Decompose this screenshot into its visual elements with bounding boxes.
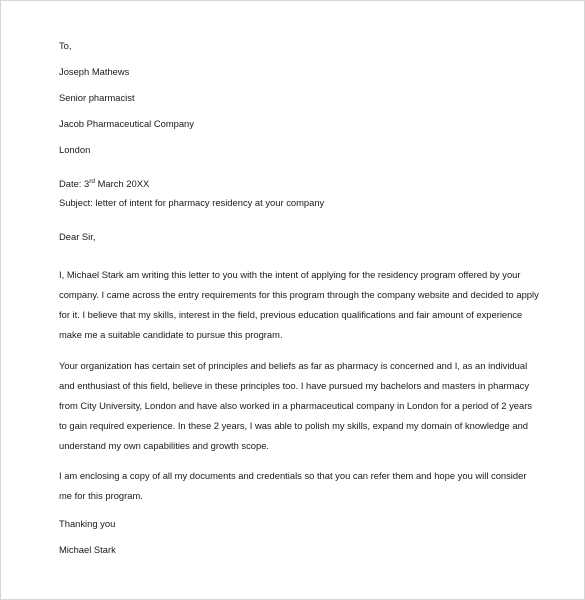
recipient-city: London <box>59 144 91 155</box>
paragraph-1-line: company. I came across the entry requirements for this program through the company website and decided to apply <box>59 289 539 300</box>
paragraph-2-line: from City University, London and have also worked in a pharmaceutical company in London for a period of 2 years <box>59 400 532 411</box>
salutation: Dear Sir, <box>59 231 96 242</box>
paragraph-2-line: understand my own capabilities and growth scope. <box>59 440 270 451</box>
date-rest: March 20XX <box>95 178 150 189</box>
paragraph-1 <box>59 265 539 345</box>
paragraph-3-line: me for this program. <box>59 490 143 501</box>
recipient-company: Jacob Pharmaceutical Company <box>59 118 194 129</box>
date-ordinal-suffix: rd <box>89 177 96 185</box>
paragraph-2 <box>59 356 532 456</box>
date-line <box>59 178 149 190</box>
paragraph-3-line: I am enclosing a copy of all my documents and credentials so that you can refer them and hope you will consider <box>59 470 527 481</box>
subject-line: Subject: letter of intent for pharmacy residency at your company <box>59 197 325 208</box>
paragraph-2-line: and enthusiast of this field, believe in these principles too. I have pursued my bachelors and masters in pharmacy <box>59 380 530 391</box>
paragraph-2-line: to gain required experience. In these 2 years, I was able to polish my skills, expand my domain of knowledge and <box>59 420 529 431</box>
date-label: Date: 3 <box>59 178 90 189</box>
paragraph-3 <box>59 466 527 506</box>
paragraph-1-line: for it. I believe that my skills, interest in the field, previous education qualifications and fair amount of experience <box>59 309 523 320</box>
recipient-name: Joseph Mathews <box>59 66 130 77</box>
to-line: To, <box>59 40 72 51</box>
signature: Michael Stark <box>59 544 116 555</box>
paragraph-1-line: make me a suitable candidate to pursue this program. <box>59 329 283 340</box>
closing: Thanking you <box>59 518 116 529</box>
paragraph-2-line: Your organization has certain set of principles and beliefs as far as pharmacy is concerned and I, as an individual <box>59 360 528 371</box>
paragraph-1-line: I, Michael Stark am writing this letter to you with the intent of applying for the residency program offered by your <box>59 269 521 280</box>
recipient-title: Senior pharmacist <box>59 92 135 103</box>
